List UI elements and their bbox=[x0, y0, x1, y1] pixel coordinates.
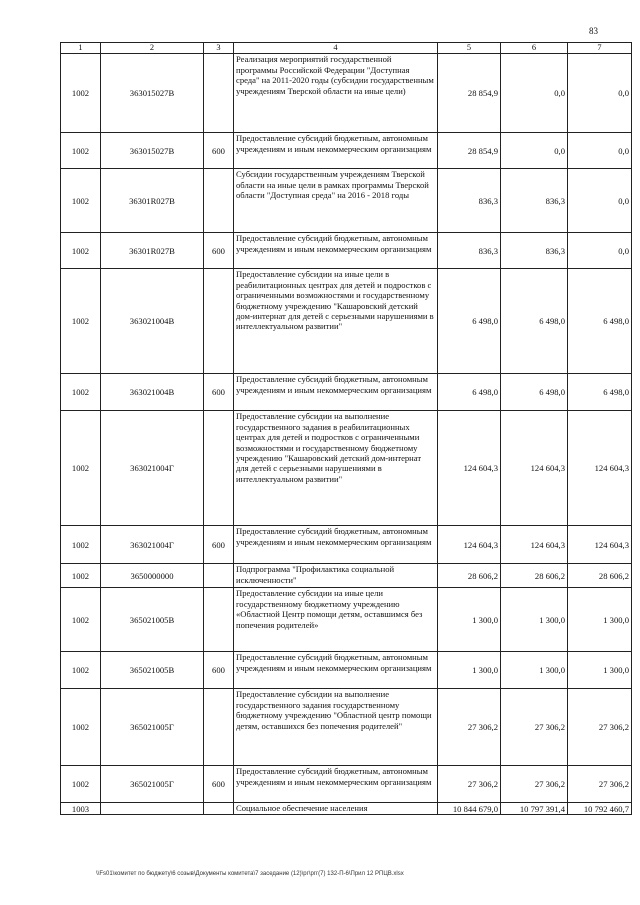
row-description: Предоставление субсидий бюджетным, автономным учреждениям и иным некоммерческим организациям bbox=[234, 233, 438, 269]
expense-type bbox=[204, 411, 234, 526]
expense-type: 600 bbox=[204, 233, 234, 269]
column-header-4: 4 bbox=[234, 43, 438, 54]
row-description: Социальное обеспечение населения bbox=[234, 803, 438, 815]
section-code: 1002 bbox=[61, 133, 101, 169]
article-code: 365021005Г bbox=[101, 689, 204, 766]
table-row bbox=[61, 803, 632, 815]
article-code: 3650000000 bbox=[101, 564, 204, 588]
article-code: 363021004В bbox=[101, 374, 204, 411]
article-code: 365021005В bbox=[101, 652, 204, 689]
amount-col-7: 6 498,0 bbox=[568, 269, 632, 374]
table-row bbox=[61, 54, 632, 133]
table-row bbox=[61, 689, 632, 766]
row-description: Предоставление субсидий бюджетным, автономным учреждениям и иным некоммерческим организациям bbox=[234, 374, 438, 411]
amount-col-5: 6 498,0 bbox=[438, 269, 501, 374]
table-row bbox=[61, 169, 632, 233]
amount-col-7: 1 300,0 bbox=[568, 588, 632, 652]
row-description: Предоставление субсидий бюджетным, автономным учреждениям и иным некоммерческим организациям bbox=[234, 766, 438, 803]
column-header-6: 6 bbox=[501, 43, 568, 54]
row-description: Субсидии государственным учреждениям Тверской области на иные цели в рамках программы Тверской области "Доступная среда" на 2016 - 2018 годы bbox=[234, 169, 438, 233]
expense-type bbox=[204, 169, 234, 233]
table-row bbox=[61, 652, 632, 689]
article-code: 36301R027В bbox=[101, 233, 204, 269]
section-code: 1002 bbox=[61, 526, 101, 564]
amount-col-5: 836,3 bbox=[438, 169, 501, 233]
amount-col-7: 0,0 bbox=[568, 133, 632, 169]
expense-type bbox=[204, 588, 234, 652]
table-row bbox=[61, 133, 632, 169]
expense-type: 600 bbox=[204, 374, 234, 411]
article-code: 365021005В bbox=[101, 588, 204, 652]
section-code: 1002 bbox=[61, 54, 101, 133]
section-code: 1002 bbox=[61, 374, 101, 411]
table-row bbox=[61, 526, 632, 564]
amount-col-5: 1 300,0 bbox=[438, 588, 501, 652]
expense-type bbox=[204, 269, 234, 374]
section-code: 1002 bbox=[61, 652, 101, 689]
amount-col-5: 836,3 bbox=[438, 233, 501, 269]
amount-col-5: 27 306,2 bbox=[438, 689, 501, 766]
expense-type: 600 bbox=[204, 526, 234, 564]
section-code: 1002 bbox=[61, 689, 101, 766]
expense-type bbox=[204, 564, 234, 588]
amount-col-5: 6 498,0 bbox=[438, 374, 501, 411]
file-path-footer: \\Fs01\комитет по бюджету\6 созыв\Документы комитета\7 заседание (12)\рг\ргг(7) 132-П-6\Прил 12 РПЦВ.xlsx bbox=[96, 871, 404, 877]
section-code: 1002 bbox=[61, 269, 101, 374]
row-description: Предоставление субсидий бюджетным, автономным учреждениям и иным некоммерческим организациям bbox=[234, 652, 438, 689]
section-code: 1002 bbox=[61, 411, 101, 526]
section-code: 1002 bbox=[61, 169, 101, 233]
table-row bbox=[61, 564, 632, 588]
expense-type: 600 bbox=[204, 133, 234, 169]
amount-col-6: 836,3 bbox=[501, 169, 568, 233]
amount-col-6: 10 797 391,4 bbox=[501, 803, 568, 815]
section-code: 1002 bbox=[61, 233, 101, 269]
amount-col-6: 0,0 bbox=[501, 54, 568, 133]
column-header-7: 7 bbox=[568, 43, 632, 54]
row-description: Предоставление субсидии на выполнение государственного задания в реабилитационных центрах для детей и подростков с ограниченными возможностями и государственному бюджетному учреждению "Кашаровский детский дом-интернат для детей с серьезными нарушениями в интеллектуальном развитии" bbox=[234, 411, 438, 526]
amount-col-5: 28 854,9 bbox=[438, 54, 501, 133]
table-row bbox=[61, 766, 632, 803]
row-description: Подпрограмма "Профилактика социальной исключенности" bbox=[234, 564, 438, 588]
amount-col-6: 124 604,3 bbox=[501, 526, 568, 564]
amount-col-5: 1 300,0 bbox=[438, 652, 501, 689]
table-row bbox=[61, 233, 632, 269]
amount-col-7: 124 604,3 bbox=[568, 411, 632, 526]
amount-col-6: 836,3 bbox=[501, 233, 568, 269]
amount-col-6: 0,0 bbox=[501, 133, 568, 169]
row-description: Предоставление субсидий бюджетным, автономным учреждениям и иным некоммерческим организациям bbox=[234, 526, 438, 564]
amount-col-7: 1 300,0 bbox=[568, 652, 632, 689]
amount-col-7: 10 792 460,7 bbox=[568, 803, 632, 815]
article-code: 363021004Г bbox=[101, 411, 204, 526]
table-row bbox=[61, 269, 632, 374]
header-row bbox=[61, 43, 632, 54]
section-code: 1002 bbox=[61, 588, 101, 652]
expense-type bbox=[204, 54, 234, 133]
row-description: Реализация мероприятий государственной программы Российской Федерации "Доступная среда" на 2011-2020 годы (субсидии государственным учреждениям Тверской области на иные цели) bbox=[234, 54, 438, 133]
section-code: 1002 bbox=[61, 564, 101, 588]
article-code: 36301R027В bbox=[101, 169, 204, 233]
amount-col-5: 28 854,9 bbox=[438, 133, 501, 169]
expense-type: 600 bbox=[204, 652, 234, 689]
amount-col-7: 0,0 bbox=[568, 169, 632, 233]
article-code bbox=[101, 803, 204, 815]
amount-col-7: 27 306,2 bbox=[568, 766, 632, 803]
amount-col-7: 124 604,3 bbox=[568, 526, 632, 564]
expense-type bbox=[204, 803, 234, 815]
budget-table bbox=[60, 42, 632, 815]
amount-col-7: 0,0 bbox=[568, 54, 632, 133]
amount-col-5: 124 604,3 bbox=[438, 411, 501, 526]
amount-col-6: 6 498,0 bbox=[501, 269, 568, 374]
page-number: 83 bbox=[589, 26, 598, 36]
amount-col-6: 6 498,0 bbox=[501, 374, 568, 411]
row-description: Предоставление субсидий бюджетным, автономным учреждениям и иным некоммерческим организациям bbox=[234, 133, 438, 169]
article-code: 363015027В bbox=[101, 133, 204, 169]
amount-col-6: 124 604,3 bbox=[501, 411, 568, 526]
article-code: 363021004В bbox=[101, 269, 204, 374]
table-row bbox=[61, 588, 632, 652]
amount-col-7: 0,0 bbox=[568, 233, 632, 269]
expense-type: 600 bbox=[204, 766, 234, 803]
amount-col-5: 10 844 679,0 bbox=[438, 803, 501, 815]
amount-col-5: 124 604,3 bbox=[438, 526, 501, 564]
amount-col-6: 27 306,2 bbox=[501, 766, 568, 803]
amount-col-7: 6 498,0 bbox=[568, 374, 632, 411]
amount-col-7: 27 306,2 bbox=[568, 689, 632, 766]
row-description: Предоставление субсидии на выполнение государственного задания государственному бюджетному учреждению "Областной центр помощи детям, оставшихся без попечения родителей" bbox=[234, 689, 438, 766]
amount-col-5: 27 306,2 bbox=[438, 766, 501, 803]
row-description: Предоставление субсидии на иные цели в реабилитационных центрах для детей и подростков с ограниченными возможностями и государственному бюджетному учреждению "Кашаровский детский дом-интернат для детей с серьезными нарушениями в интеллектуальном развитии" bbox=[234, 269, 438, 374]
table-row bbox=[61, 411, 632, 526]
amount-col-7: 28 606,2 bbox=[568, 564, 632, 588]
column-header-2: 2 bbox=[101, 43, 204, 54]
amount-col-6: 1 300,0 bbox=[501, 652, 568, 689]
amount-col-5: 28 606,2 bbox=[438, 564, 501, 588]
amount-col-6: 1 300,0 bbox=[501, 588, 568, 652]
column-header-1: 1 bbox=[61, 43, 101, 54]
expense-type bbox=[204, 689, 234, 766]
amount-col-6: 28 606,2 bbox=[501, 564, 568, 588]
section-code: 1003 bbox=[61, 803, 101, 815]
column-header-5: 5 bbox=[438, 43, 501, 54]
section-code: 1002 bbox=[61, 766, 101, 803]
column-header-3: 3 bbox=[204, 43, 234, 54]
article-code: 363021004Г bbox=[101, 526, 204, 564]
table-row bbox=[61, 374, 632, 411]
amount-col-6: 27 306,2 bbox=[501, 689, 568, 766]
article-code: 363015027В bbox=[101, 54, 204, 133]
row-description: Предоставление субсидии на иные цели государственному бюджетному учреждению «Областной Центр помощи детям, оставшимся без попечения родителей» bbox=[234, 588, 438, 652]
article-code: 365021005Г bbox=[101, 766, 204, 803]
